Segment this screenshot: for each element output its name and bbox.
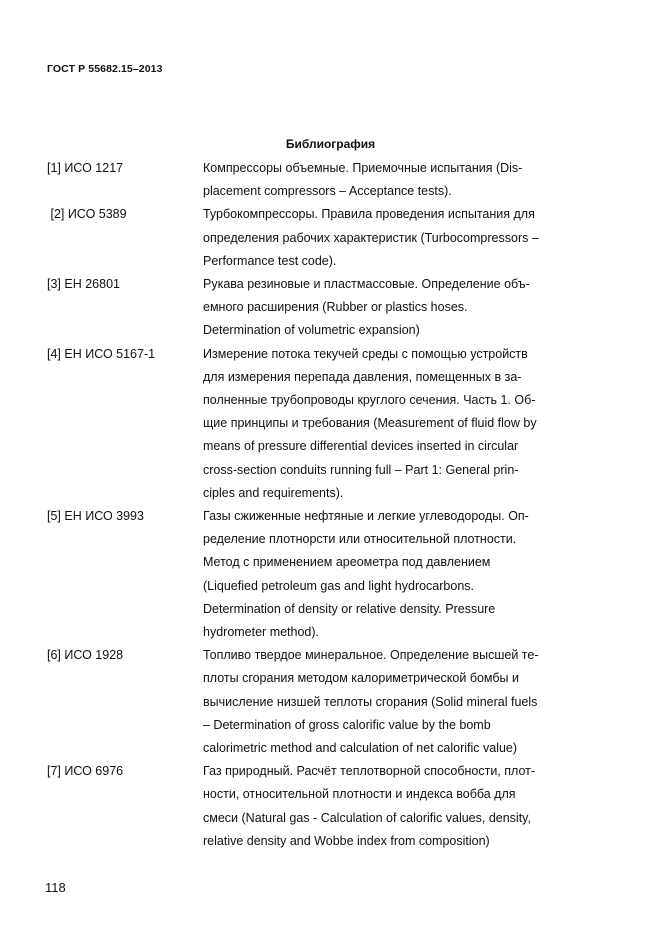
reference-text-line: для измерения перепада давления, помещенных в за- (203, 369, 522, 384)
reference-code: [4] ЕН ИСО 5167-1 (47, 346, 156, 361)
reference-text-line: Метод с применением ареометра под давлением (203, 555, 491, 570)
reference-text-line: relative density and Wobbe index from composition) (203, 833, 490, 848)
reference-text (203, 203, 577, 273)
document-header: ГОСТ Р 55682.15–2013 (47, 63, 163, 75)
reference-text-line: полненные трубопроводы круглого сечения. Часть 1. Об- (203, 393, 536, 408)
reference-item (47, 760, 577, 853)
reference-text-line: ределение плотнорсти или относительной плотности. (203, 532, 517, 547)
reference-text-line: calorimetric method and calculation of net calorific value) (203, 741, 518, 756)
reference-item (47, 273, 577, 343)
reference-code: [2] ИСО 5389 (47, 207, 127, 222)
reference-text (203, 505, 577, 644)
bibliography-title (0, 137, 661, 151)
reference-text-line: Determination of density or relative density. Pressure (203, 601, 496, 616)
reference-text-line: ciples and requirements). (203, 485, 344, 500)
reference-text-line: Performance test code). (203, 253, 337, 268)
reference-text (203, 343, 577, 505)
reference-text-line: means of pressure differential devices inserted in circular (203, 439, 519, 454)
reference-text-line: hydrometer method). (203, 625, 320, 640)
reference-text-line: Измерение потока текучей среды с помощью устройств (203, 346, 528, 361)
reference-text-line: ности, относительной плотности и индекса вобба для (203, 787, 516, 802)
reference-text (203, 273, 577, 343)
reference-code: [3] ЕН 26801 (47, 277, 120, 292)
reference-text-line: Компрессоры объемные. Приемочные испытания (Dis- (203, 161, 523, 175)
reference-text-line: смеси (Natural gas - Calculation of calorific values, density, (203, 810, 531, 825)
reference-text-line: вычисление низшей теплоты сгорания (Solid mineral fuels (203, 694, 538, 709)
reference-text (203, 644, 577, 760)
reference-text-line: Рукава резиновые и пластмассовые. Определение объ- (203, 277, 530, 292)
reference-item (47, 505, 577, 644)
reference-text-line: placement compressors – Acceptance tests). (203, 184, 452, 199)
reference-text-line: cross-section conduits running full – Part 1: General prin- (203, 462, 519, 477)
reference-text-line: определения рабочих характеристик (Turbocompressors – (203, 230, 539, 245)
reference-code: [6] ИСО 1928 (47, 648, 124, 663)
reference-text-line: Газ природный. Расчёт теплотворной способности, плот- (203, 764, 536, 779)
reference-text-line: – Determination of gross calorific value by the bomb (203, 717, 491, 732)
reference-text-line: щие принципы и требования (Measurement of fluid flow by (203, 416, 537, 431)
reference-text-line: Топливо твердое минеральное. Определение высшей те- (203, 648, 539, 663)
reference-text-line: Газы сжиженные нефтяные и легкие углеводороды. Оп- (203, 509, 529, 524)
reference-item (47, 203, 577, 273)
reference-text (203, 157, 577, 203)
reference-text-line: Турбокомпрессоры. Правила проведения испытания для (203, 207, 535, 222)
reference-code: [5] ЕН ИСО 3993 (47, 509, 144, 524)
reference-item (47, 157, 577, 203)
reference-text-line: Determination of volumetric expansion) (203, 323, 420, 338)
page-number: 118 (45, 880, 66, 895)
reference-text-line: (Liquefied petroleum gas and light hydrocarbons. (203, 578, 475, 593)
reference-text-line: емного расширения (Rubber or plastics hoses. (203, 300, 468, 315)
reference-text (203, 760, 577, 853)
reference-item (47, 343, 577, 505)
reference-code: [7] ИСО 6976 (47, 764, 124, 779)
reference-list (47, 157, 577, 853)
reference-item (47, 644, 577, 760)
reference-code: [1] ИСО 1217 (47, 161, 124, 175)
reference-text-line: плоты сгорания методом калориметрической бомбы и (203, 671, 519, 686)
bibliography-title-text: Библиография (285, 137, 376, 151)
